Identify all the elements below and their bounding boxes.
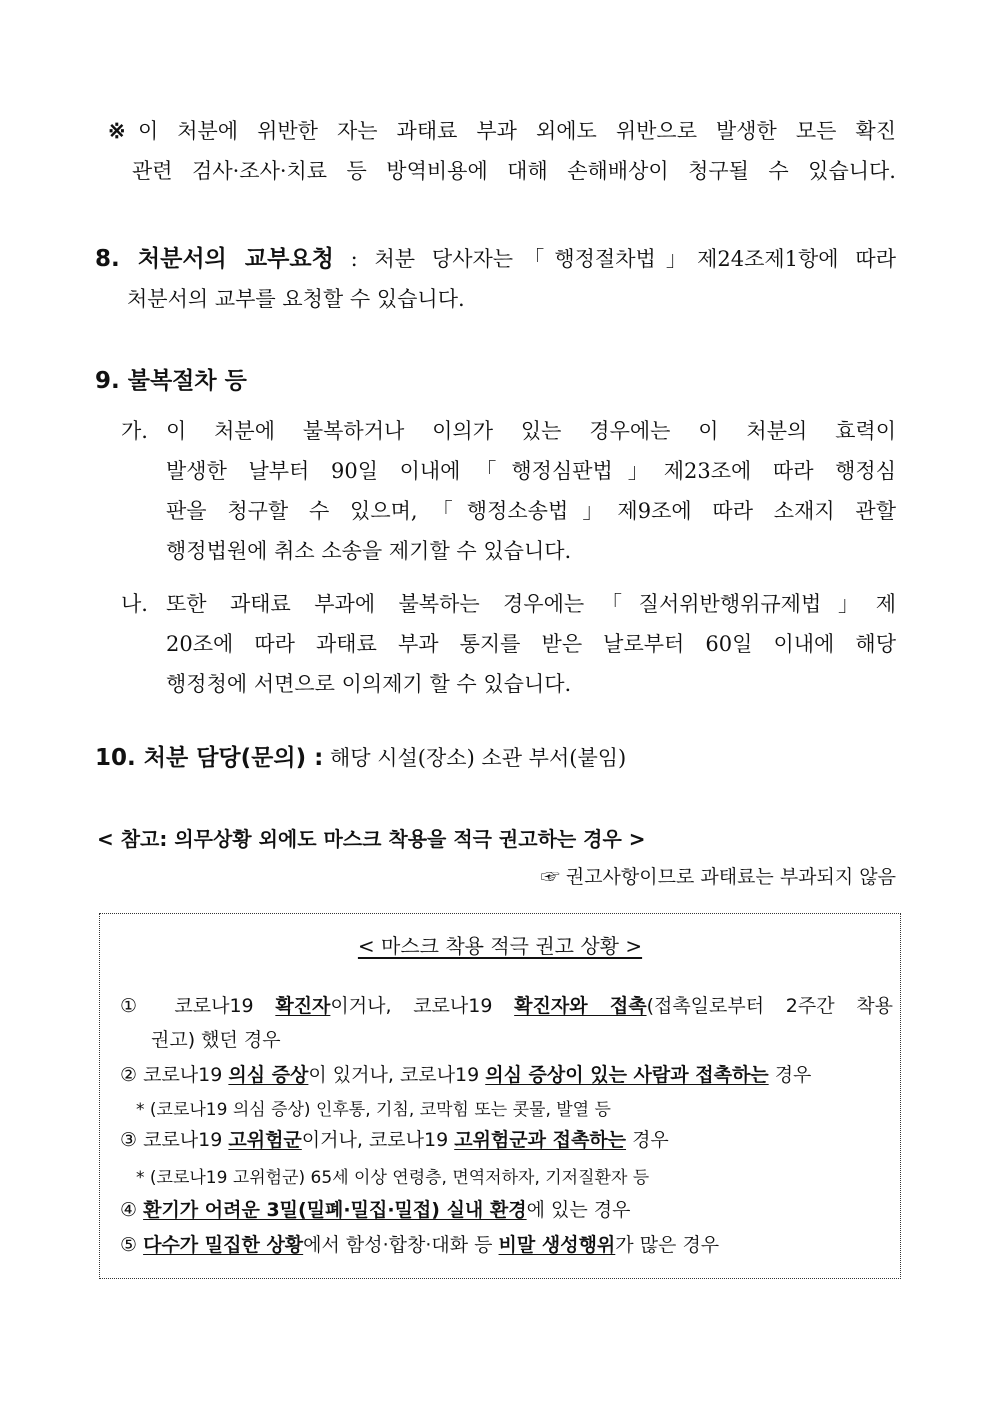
box-item-4-emphasis-1: 환기가 어려운 3밀(밀폐·밀집·밀접) 실내 환경 — [143, 1199, 527, 1221]
box-item-2-line-1 — [120, 1061, 811, 1089]
box-item-5-num: ⑤ — [120, 1234, 138, 1256]
box-item-3-note: * (코로나19 고위험군) 65세 이상 연령층, 면역저하자, 기저질환자 등 — [136, 1168, 650, 1188]
notice-text-1: 이 처분에 위반한 자는 과태료 부과 외에도 위반으로 발생한 모든 확진 — [137, 119, 896, 143]
box-item-4-text-1: 에 있는 경우 — [526, 1199, 631, 1221]
box-item-5-text-1: 에서 함성·합창·대화 등 — [303, 1234, 499, 1256]
section-10-line — [95, 743, 626, 773]
reference-subnote: ☞ 권고사항이므로 과태료는 부과되지 않음 — [540, 866, 896, 888]
section-8-line-2: 처분서의 교부를 요청할 수 있습니다. — [127, 287, 465, 311]
box-item-2-text-2: 이 있거나, 코로나19 — [308, 1064, 486, 1086]
box-item-4-num: ④ — [120, 1199, 138, 1221]
section-8-heading: 8. 처분서의 교부요청 — [95, 246, 334, 272]
section-9-item-b-marker: 나. — [121, 592, 148, 616]
box-item-1-text-3: (접촉일로부터 2주간 착용 — [646, 995, 893, 1017]
reference-title: < 참고: 의무상황 외에도 마스크 착용을 적극 권고하는 경우 > — [97, 827, 646, 851]
section-9-item-a-line-1: 이 처분에 불복하거나 이의가 있는 경우에는 이 처분의 효력이 — [166, 419, 896, 443]
box-item-2-text-3: 경우 — [768, 1064, 812, 1086]
section-10-text: 해당 시설(장소) 소관 부서(붙임) — [329, 746, 627, 770]
box-item-5-line — [120, 1231, 719, 1259]
recommendation-box — [99, 913, 901, 1279]
notice-mark: ※ — [108, 118, 138, 143]
box-item-3-text-2: 이거나, 코로나19 — [301, 1129, 455, 1151]
box-item-3-line-1 — [120, 1126, 669, 1154]
box-item-1-num: ① — [120, 995, 153, 1017]
section-9-item-a-line-2: 발생한 날부터 90일 이내에「행정심판법」제23조에 따라 행정심 — [166, 459, 896, 483]
box-item-1-emphasis-1: 확진자 — [275, 995, 331, 1017]
section-9-item-a-line-3: 판을 청구할 수 있으며,「행정소송법」제9조에 따라 소재지 관할 — [166, 499, 896, 523]
section-9-item-b-line-2: 20조에 따라 과태료 부과 통지를 받은 날로부터 60일 이내에 해당 — [166, 632, 896, 656]
notice-line-1 — [108, 116, 896, 146]
box-item-1-emphasis-2: 확진자와 접촉 — [514, 995, 647, 1017]
box-item-4-line — [120, 1196, 630, 1224]
box-item-3-text-3: 경우 — [626, 1129, 669, 1151]
section-8-text-1: : 처분 당사자는「행정절차법」제24조제1항에 따라 — [350, 247, 896, 271]
box-item-1-line-1 — [120, 992, 893, 1020]
box-item-5-emphasis-2: 비말 생성행위 — [498, 1234, 616, 1256]
section-10-heading: 10. 처분 담당(문의) : — [95, 745, 324, 771]
box-item-1-text-2: 이거나, 코로나19 — [330, 995, 515, 1017]
box-item-1-text-1: 코로나19 — [174, 995, 276, 1017]
notice-line-2: 관련 검사·조사·치료 등 방역비용에 대해 손해배상이 청구될 수 있습니다. — [132, 159, 896, 183]
section-9-item-b-line-1: 또한 과태료 부과에 불복하는 경우에는「질서위반행위규제법」제 — [166, 592, 896, 616]
section-9-item-a-line-4: 행정법원에 취소 소송을 제기할 수 있습니다. — [166, 539, 572, 563]
box-item-2-text-1: 코로나19 — [143, 1064, 229, 1086]
section-8-line-1 — [95, 244, 896, 274]
section-9-item-a-marker: 가. — [121, 419, 148, 443]
box-item-3-num: ③ — [120, 1129, 138, 1151]
box-item-3-emphasis-2: 고위험군과 접촉하는 — [454, 1129, 627, 1151]
box-item-3-emphasis-1: 고위험군 — [228, 1129, 302, 1151]
box-item-2-emphasis-1: 의심 증상 — [228, 1064, 309, 1086]
box-item-2-num: ② — [120, 1064, 138, 1086]
section-9-item-b-line-3: 행정청에 서면으로 이의제기 할 수 있습니다. — [166, 672, 572, 696]
box-item-2-note: * (코로나19 의심 증상) 인후통, 기침, 코막힘 또는 콧물, 발열 등 — [136, 1100, 611, 1120]
section-9-heading: 9. 불복절차 등 — [95, 368, 247, 394]
box-item-5-text-2: 가 많은 경우 — [615, 1234, 720, 1256]
box-item-1-line-2: 권고) 했던 경우 — [151, 1029, 281, 1051]
box-item-3-text-1: 코로나19 — [143, 1129, 229, 1151]
box-item-5-emphasis-1: 다수가 밀집한 상황 — [143, 1234, 304, 1256]
box-title: < 마스크 착용 적극 권고 상황 > — [357, 934, 643, 958]
box-item-2-emphasis-2: 의심 증상이 있는 사람과 접촉하는 — [485, 1064, 769, 1086]
